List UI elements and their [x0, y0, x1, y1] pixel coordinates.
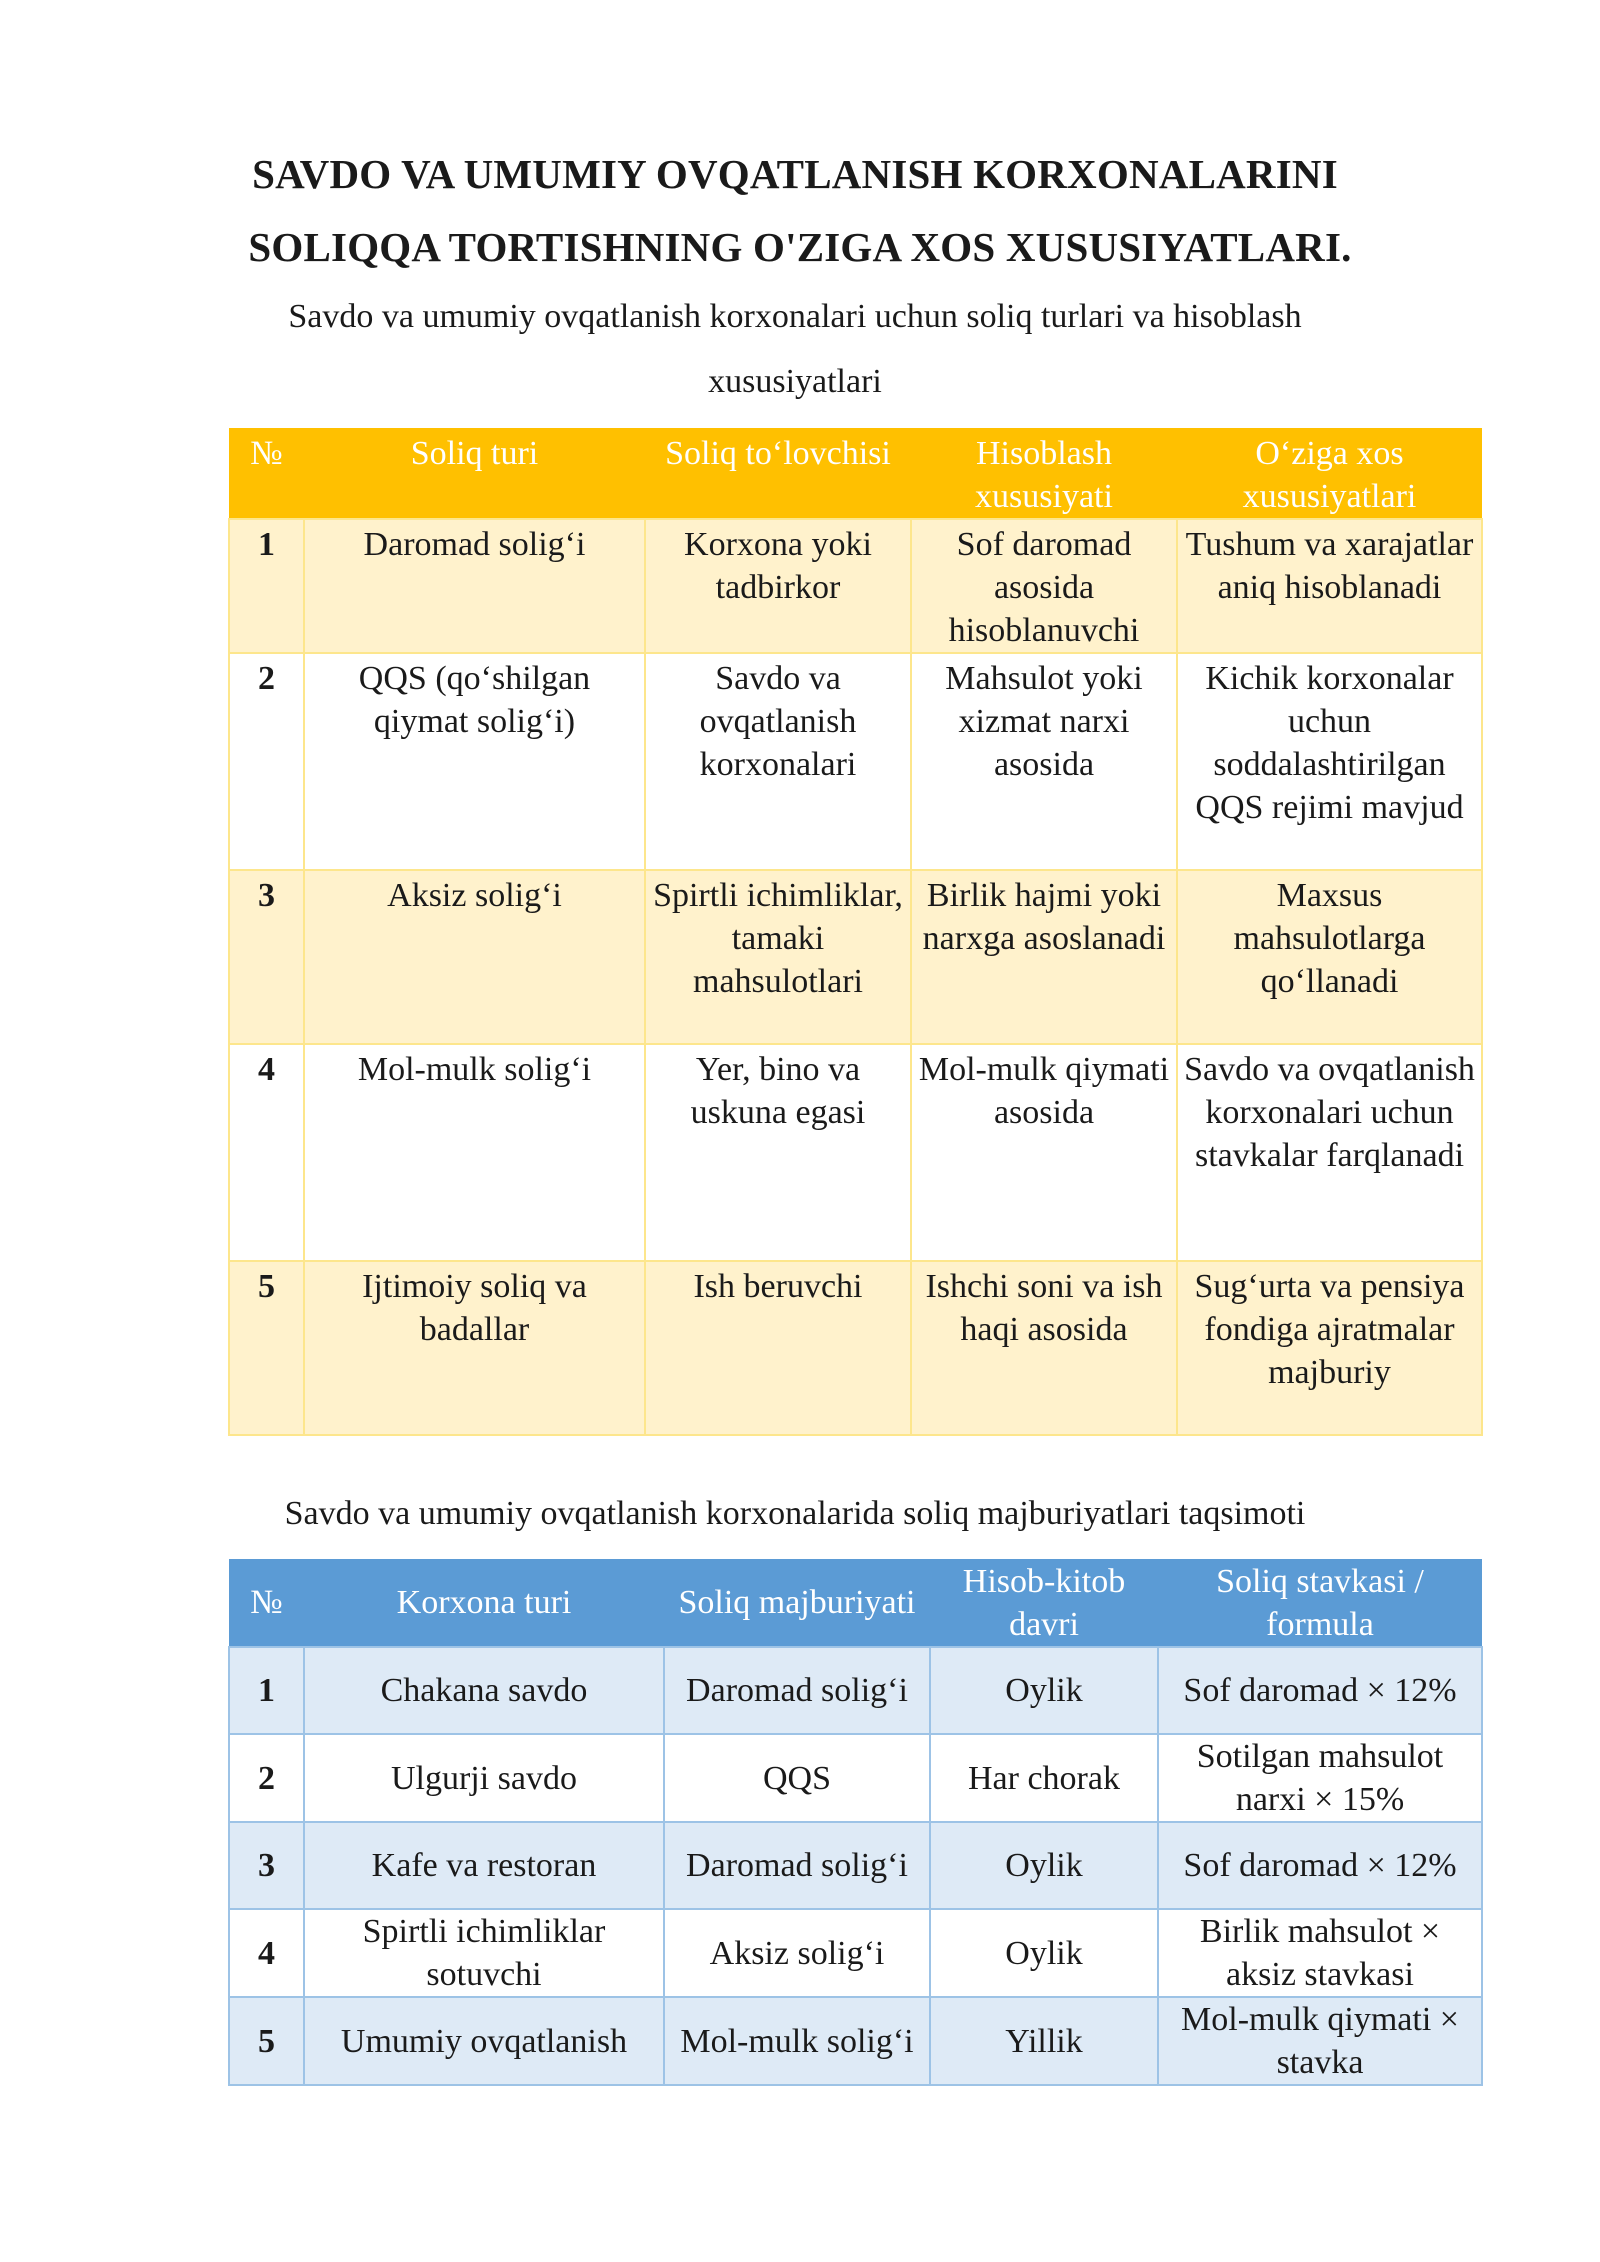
cell-enterprise-type: Kafe va restoran [304, 1822, 664, 1909]
cell-tax-type: QQS (qo‘shilgan qiymat solig‘i) [304, 653, 645, 870]
row-number: 2 [229, 653, 304, 870]
cell-settlement-period: Yillik [930, 1997, 1158, 2085]
table-row [229, 870, 1482, 1044]
table-row [229, 1044, 1482, 1261]
document-title-line-2: SOLIQQA TORTISHNING O'ZIGA XOS XUSUSIYATLARI. [248, 224, 1352, 270]
cell-taxpayer: Yer, bino va uskuna egasi [645, 1044, 911, 1261]
cell-features: Savdo va ovqatlanish korxonalari uchun stavkalar farqlanadi [1177, 1044, 1482, 1261]
row-number: 3 [229, 1822, 304, 1909]
cell-tax-rate: Mol-mulk qiymati × stavka [1158, 1997, 1482, 2085]
row-number: 3 [229, 870, 304, 1044]
table-row [229, 1647, 1482, 1734]
cell-features: Kichik korxonalar uchun soddalashtirilgan QQS rejimi mavjud [1177, 653, 1482, 870]
cell-calculation: Mol-mulk qiymati asosida [911, 1044, 1177, 1261]
cell-features: Sug‘urta va pensiya fondiga ajratmalar majburiy [1177, 1261, 1482, 1435]
cell-taxpayer: Spirtli ichimliklar, tamaki mahsulotlari [645, 870, 911, 1044]
header-features: O‘ziga xos xususiyatlari [1177, 428, 1482, 519]
cell-tax-rate: Sof daromad × 12% [1158, 1822, 1482, 1909]
header-tax-type: Soliq turi [304, 428, 645, 519]
tax-types-table [228, 428, 1483, 1436]
row-number: 2 [229, 1734, 304, 1822]
row-number: 4 [229, 1909, 304, 1997]
cell-features: Tushum va xarajatlar aniq hisoblanadi [1177, 519, 1482, 653]
cell-settlement-period: Har chorak [930, 1734, 1158, 1822]
cell-tax-type: Daromad solig‘i [304, 519, 645, 653]
header-calculation: Hisoblash xususiyati [911, 428, 1177, 519]
table1-caption-line-2: xususiyatlari [708, 363, 882, 400]
cell-tax-rate: Sof daromad × 12% [1158, 1647, 1482, 1734]
table-row [229, 653, 1482, 870]
table-row [229, 1261, 1482, 1435]
row-number: 1 [229, 519, 304, 653]
cell-tax-obligation: Mol-mulk solig‘i [664, 1997, 930, 2085]
header-tax-rate: Soliq stavkasi / formula [1158, 1559, 1482, 1647]
cell-tax-type: Mol-mulk solig‘i [304, 1044, 645, 1261]
cell-tax-obligation: Daromad solig‘i [664, 1647, 930, 1734]
cell-settlement-period: Oylik [930, 1647, 1158, 1734]
header-number: № [229, 1559, 304, 1647]
cell-features: Maxsus mahsulotlarga qo‘llanadi [1177, 870, 1482, 1044]
tax-obligations-table [228, 1559, 1483, 2086]
cell-calculation: Birlik hajmi yoki narxga asoslanadi [911, 870, 1177, 1044]
row-number: 5 [229, 1997, 304, 2085]
cell-taxpayer: Savdo va ovqatlanish korxonalari [645, 653, 911, 870]
cell-tax-obligation: QQS [664, 1734, 930, 1822]
cell-enterprise-type: Spirtli ichimliklar sotuvchi [304, 1909, 664, 1997]
cell-settlement-period: Oylik [930, 1909, 1158, 1997]
cell-calculation: Mahsulot yoki xizmat narxi asosida [911, 653, 1177, 870]
cell-calculation: Ishchi soni va ish haqi asosida [911, 1261, 1177, 1435]
header-number: № [229, 428, 304, 519]
document-title-line-1: SAVDO VA UMUMIY OVQATLANISH KORXONALARINI [252, 151, 1338, 197]
row-number: 5 [229, 1261, 304, 1435]
table-row [229, 1997, 1482, 2085]
cell-enterprise-type: Umumiy ovqatlanish [304, 1997, 664, 2085]
table-row [229, 1822, 1482, 1909]
header-enterprise-type: Korxona turi [304, 1559, 664, 1647]
cell-tax-type: Aksiz solig‘i [304, 870, 645, 1044]
header-settlement-period: Hisob-kitob davri [930, 1559, 1158, 1647]
cell-tax-obligation: Daromad solig‘i [664, 1822, 930, 1909]
cell-taxpayer: Korxona yoki tadbirkor [645, 519, 911, 653]
table-row [229, 1734, 1482, 1822]
cell-tax-obligation: Aksiz solig‘i [664, 1909, 930, 1997]
table-row [229, 1909, 1482, 1997]
table-header-row [229, 1559, 1482, 1647]
row-number: 4 [229, 1044, 304, 1261]
cell-enterprise-type: Chakana savdo [304, 1647, 664, 1734]
row-number: 1 [229, 1647, 304, 1734]
table2-caption: Savdo va umumiy ovqatlanish korxonalarida soliq majburiyatlari taqsimoti [284, 1495, 1306, 1532]
cell-enterprise-type: Ulgurji savdo [304, 1734, 664, 1822]
header-taxpayer: Soliq to‘lovchisi [645, 428, 911, 519]
cell-tax-rate: Birlik mahsulot × aksiz stavkasi [1158, 1909, 1482, 1997]
table-row [229, 519, 1482, 653]
table1-caption-line-1: Savdo va umumiy ovqatlanish korxonalari uchun soliq turlari va hisoblash [288, 298, 1302, 335]
cell-tax-rate: Sotilgan mahsulot narxi × 15% [1158, 1734, 1482, 1822]
cell-calculation: Sof daromad asosida hisoblanuvchi [911, 519, 1177, 653]
cell-settlement-period: Oylik [930, 1822, 1158, 1909]
header-tax-obligation: Soliq majburiyati [664, 1559, 930, 1647]
cell-taxpayer: Ish beruvchi [645, 1261, 911, 1435]
table-header-row [229, 428, 1482, 519]
cell-tax-type: Ijtimoiy soliq va badallar [304, 1261, 645, 1435]
